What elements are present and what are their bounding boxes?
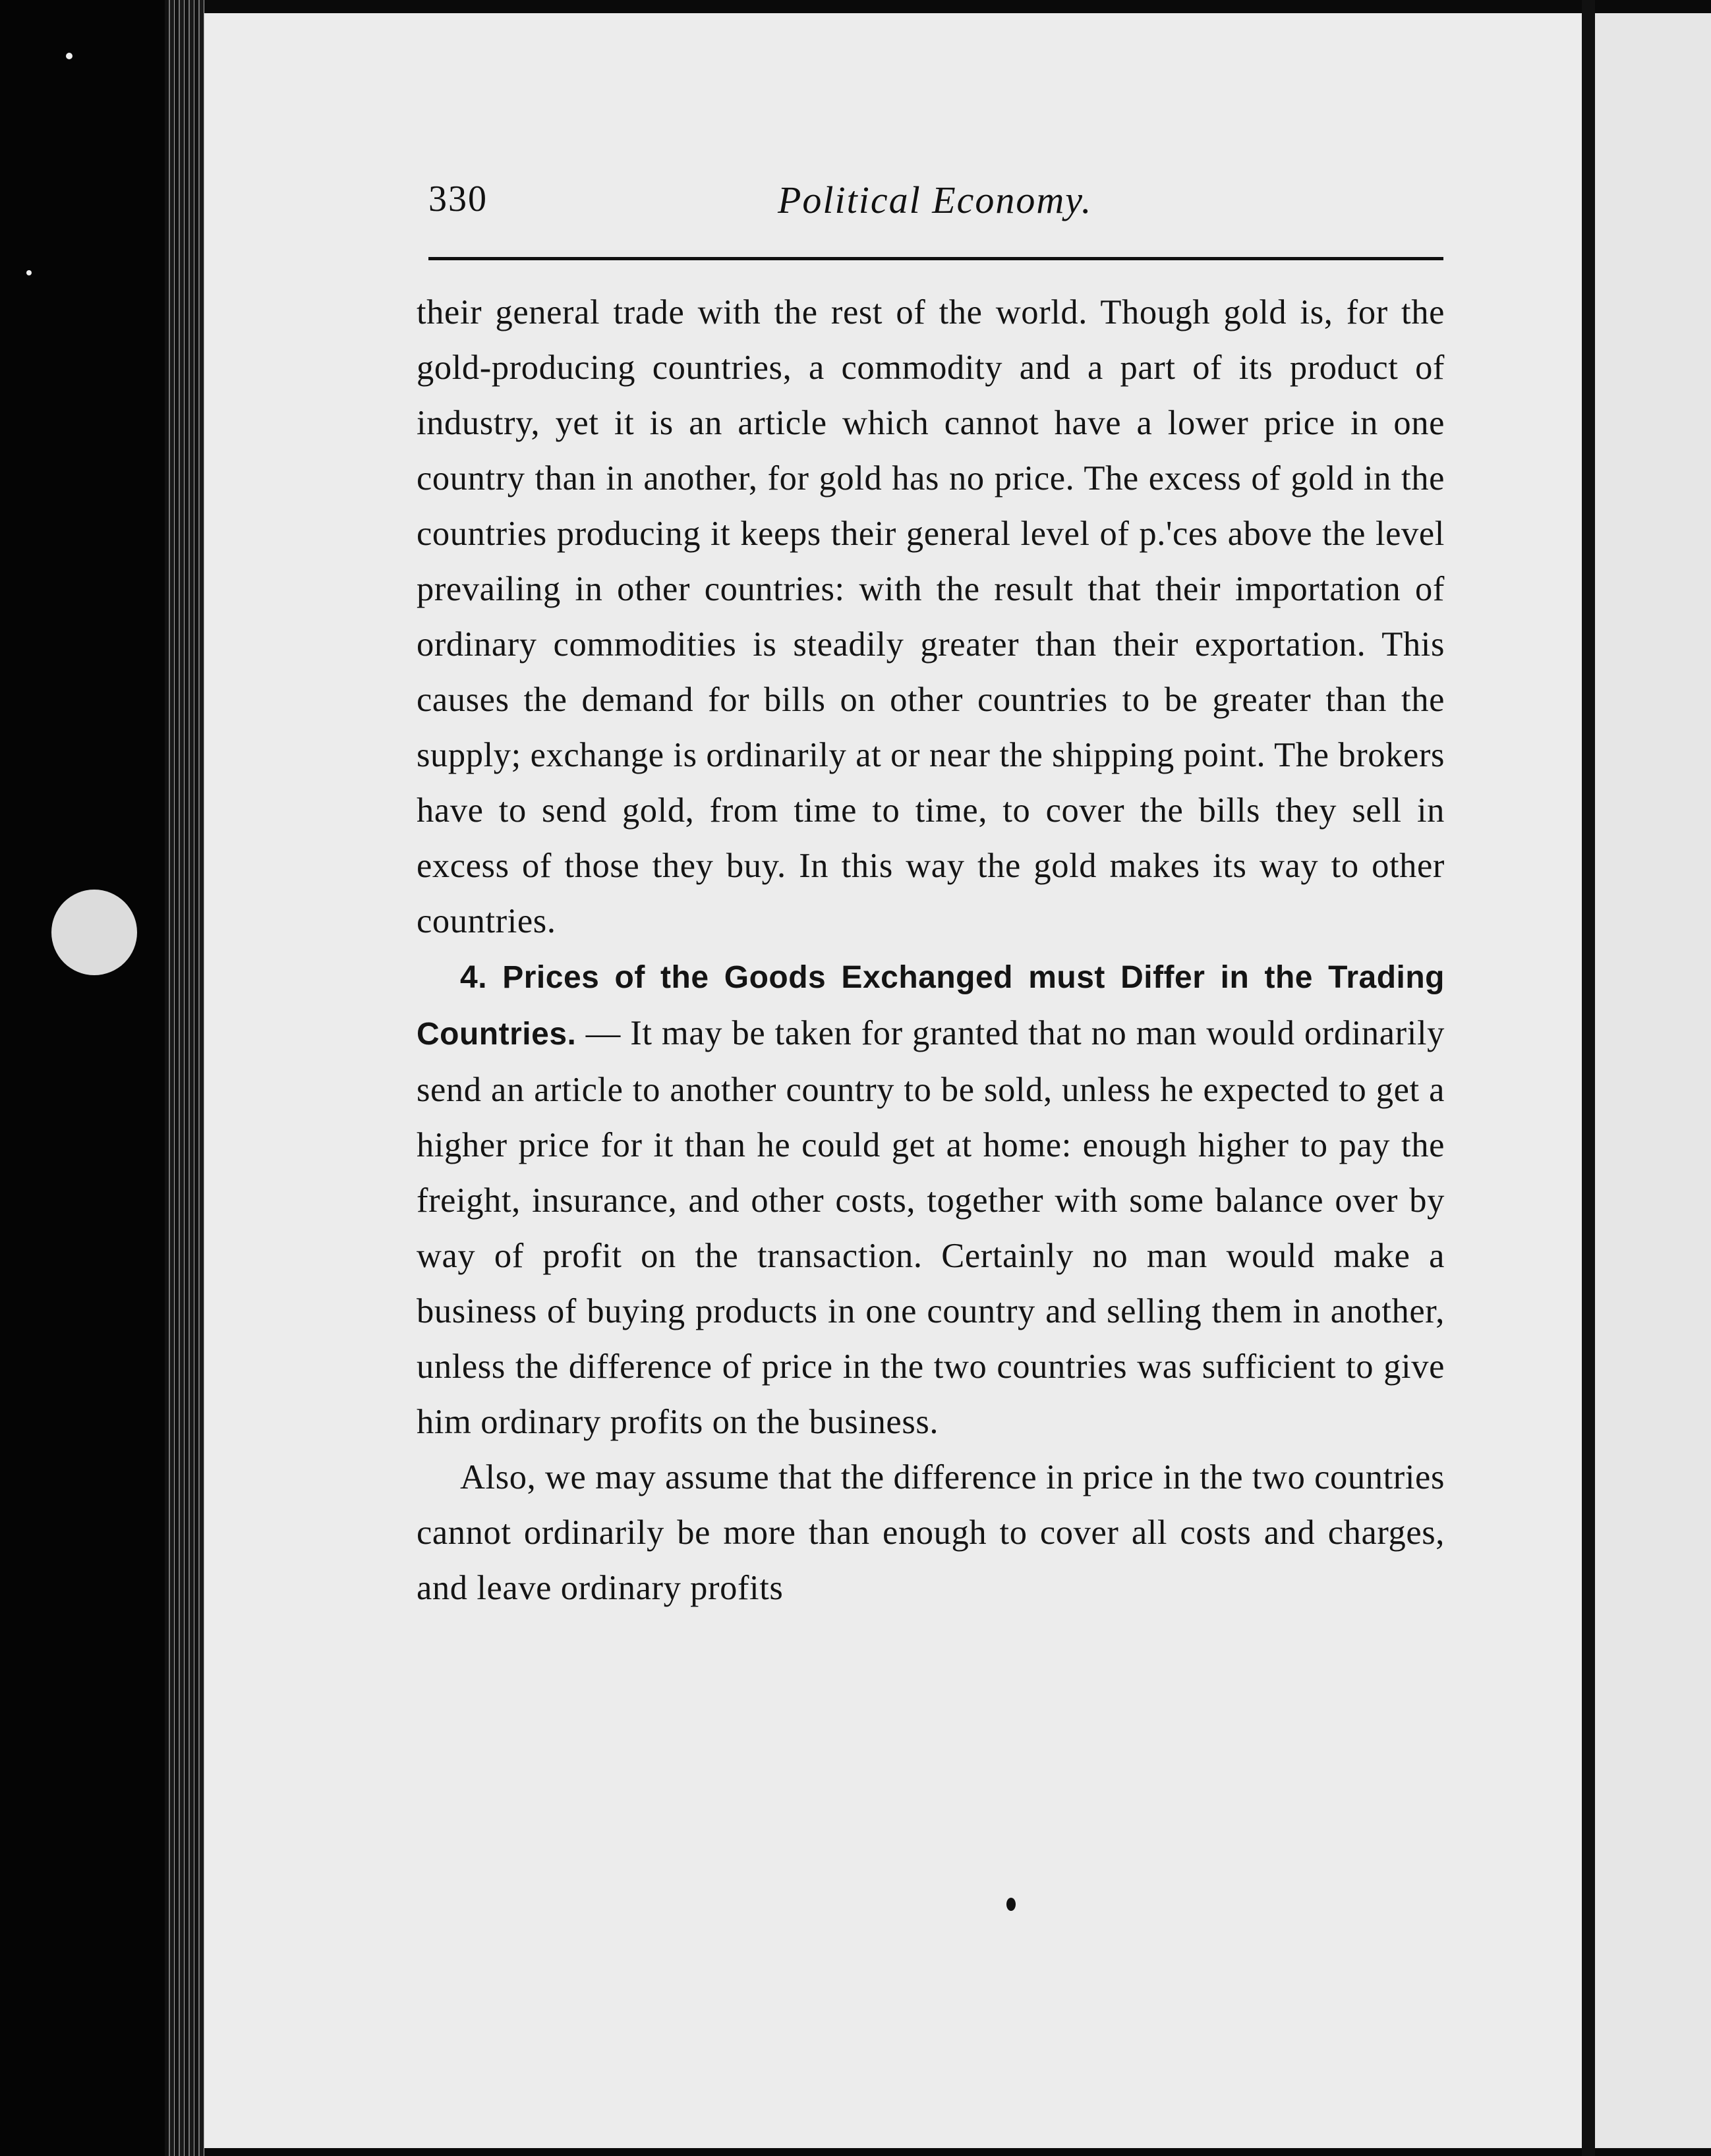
page-number: 330 (428, 179, 488, 219)
page-edges (165, 0, 204, 2156)
body-text (417, 285, 1445, 1616)
section-heading: 4. Prices of the Goods Exchanged must Differ in the Trading Countries. (417, 960, 1445, 1052)
page-fold (1582, 0, 1595, 2156)
scan-speck (51, 890, 137, 975)
paragraph-text: their general trade with the rest of the world. Though gold is, for the gold-producing countries, a commodity and a part of its product of industry, yet it is an article which cannot have a lower price in one country than in another, for gold has no price. The excess of gold in the countries producing it keeps their general level of p.'ces above the level prevailing in other countries: with the result that their importation of ordinary commodities is steadily greater than their exportation. This causes the demand for bills on other countries to be greater than the supply; exchange is ordinarily at or near the shipping point. The brokers have to send gold, from time to time, to cover the bills they sell in excess of those they buy. In this way the gold makes its way to other countries. (417, 293, 1445, 940)
header-rule (428, 257, 1443, 260)
paragraph (417, 1450, 1445, 1616)
binding-shadow (0, 0, 165, 2156)
paragraph (417, 949, 1445, 1450)
page-header (428, 178, 1443, 237)
running-title: Political Economy. (778, 179, 1093, 221)
scan-speck (26, 270, 32, 275)
paragraph-text: Also, we may assume that the difference in price in the two countries cannot ordinarily be more than enough to cover all costs and charges, and leave ordinary profits (417, 1458, 1445, 1607)
facing-page-edge (1595, 13, 1711, 2148)
ink-mark (1006, 1898, 1016, 1911)
paragraph-text: — It may be taken for granted that no man would ordinarily send an article to another country to be sold, unless he expected to get a higher price for it than he could get at home: enough higher to pay the freight, insurance, and other costs, together with some balance over by way of profit on the transaction. Certainly no man would make a business of buying products in one country and selling them in another, unless the difference of price in the two countries was sufficient to give him ordinary profits on the business. (417, 1014, 1445, 1441)
paragraph (417, 285, 1445, 949)
scan-speck (66, 53, 72, 59)
